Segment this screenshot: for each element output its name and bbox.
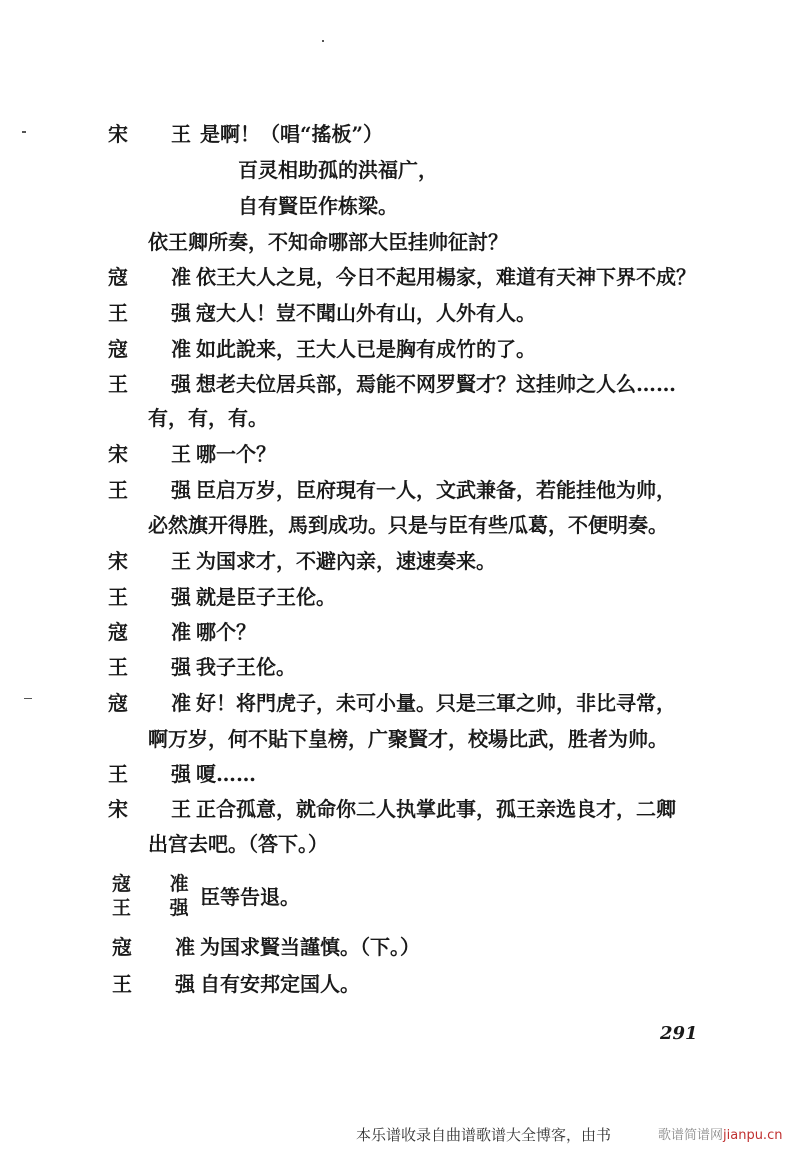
- speck-mark: [22, 131, 26, 133]
- dialogue-text: 自有安邦定国人。: [200, 972, 360, 996]
- speaker-label: 王 强: [108, 585, 209, 609]
- joint-speaker-top: 寇 准: [112, 873, 205, 895]
- dialogue-text: 想老夫位居兵部，焉能不网罗賢才？这挂帅之人么……: [196, 372, 676, 396]
- speaker-label: 寇 准: [108, 691, 209, 715]
- speck-mark: [24, 698, 32, 699]
- dialogue-text: 是啊！（唱“搖板”）: [200, 122, 384, 146]
- speaker-label: 宋 王: [108, 442, 209, 466]
- speaker-label: 王 强: [108, 478, 209, 502]
- dialogue-text: 出宫去吧。（答下。）: [148, 832, 328, 856]
- speaker-label: 寇 准: [108, 337, 209, 361]
- dialogue-text: 我子王伦。: [196, 655, 296, 679]
- dialogue-text: 为国求賢当謹慎。（下。）: [200, 935, 420, 959]
- song-lyric: 自有賢臣作栋梁。: [238, 194, 398, 218]
- dialogue-text: 如此說来，王大人已是胸有成竹的了。: [196, 337, 536, 361]
- speck-mark: [322, 40, 324, 42]
- dialogue-text: 为国求才，不避內亲，速速奏来。: [196, 549, 496, 573]
- dialogue-text: 嗄……: [196, 762, 256, 786]
- watermark: [658, 1124, 782, 1143]
- speaker-label: 宋 王: [108, 797, 209, 821]
- dialogue-text: 就是臣子王伦。: [196, 585, 336, 609]
- dialogue-text: 啊万岁，何不貼下皇榜，广聚賢才，校場比武，胜者为帅。: [148, 727, 668, 751]
- speaker-label: 宋 王: [108, 549, 209, 573]
- dialogue-text: 哪一个？: [196, 442, 276, 466]
- speaker-label: 王 强: [108, 372, 209, 396]
- speaker-label: 王 强: [108, 762, 209, 786]
- dialogue-text: 寇大人！豈不聞山外有山，人外有人。: [196, 301, 536, 325]
- dialogue-text: 依王卿所奏，不知命哪部大臣挂帅征討？: [148, 230, 508, 254]
- speaker-label: 王 强: [108, 655, 209, 679]
- dialogue-text: 必然旗开得胜，馬到成功。只是与臣有些瓜葛，不便明奏。: [148, 513, 668, 537]
- dialogue-text: 臣启万岁，臣府現有一人，文武兼备，若能挂他为帅，: [196, 478, 676, 502]
- page-number: 291: [660, 1023, 698, 1044]
- watermark-cn: 歌谱简谱网: [658, 1128, 724, 1143]
- speaker-label: 王 强: [108, 301, 209, 325]
- dialogue-text: 哪个？: [196, 620, 256, 644]
- speaker-label: 寇 准: [112, 935, 213, 959]
- footer-credit: 本乐谱收录自曲谱歌谱大全博客，由书: [356, 1126, 612, 1144]
- watermark-latin: jianpu.cn: [723, 1128, 783, 1143]
- speaker-label: 寇 准: [108, 265, 209, 289]
- dialogue-text: 正合孤意，就命你二人执掌此事，孤王亲选良才，二卿: [196, 797, 676, 821]
- speaker-label: 寇 准: [108, 620, 209, 644]
- song-lyric: 百灵相助孤的洪福广，: [238, 158, 438, 182]
- dialogue-text: 有，有，有。: [148, 406, 268, 430]
- speaker-label: 王 强: [112, 972, 213, 996]
- dialogue-text: 依王大人之見，今日不起用楊家，难道有天神下界不成？: [196, 265, 696, 289]
- speaker-label: 宋 王: [108, 122, 209, 146]
- joint-speaker-bottom: 王 强: [112, 897, 205, 919]
- dialogue-text: 臣等告退。: [200, 885, 300, 909]
- dialogue-text: 好！将門虎子，未可小量。只是三軍之帅，非比寻常，: [196, 691, 676, 715]
